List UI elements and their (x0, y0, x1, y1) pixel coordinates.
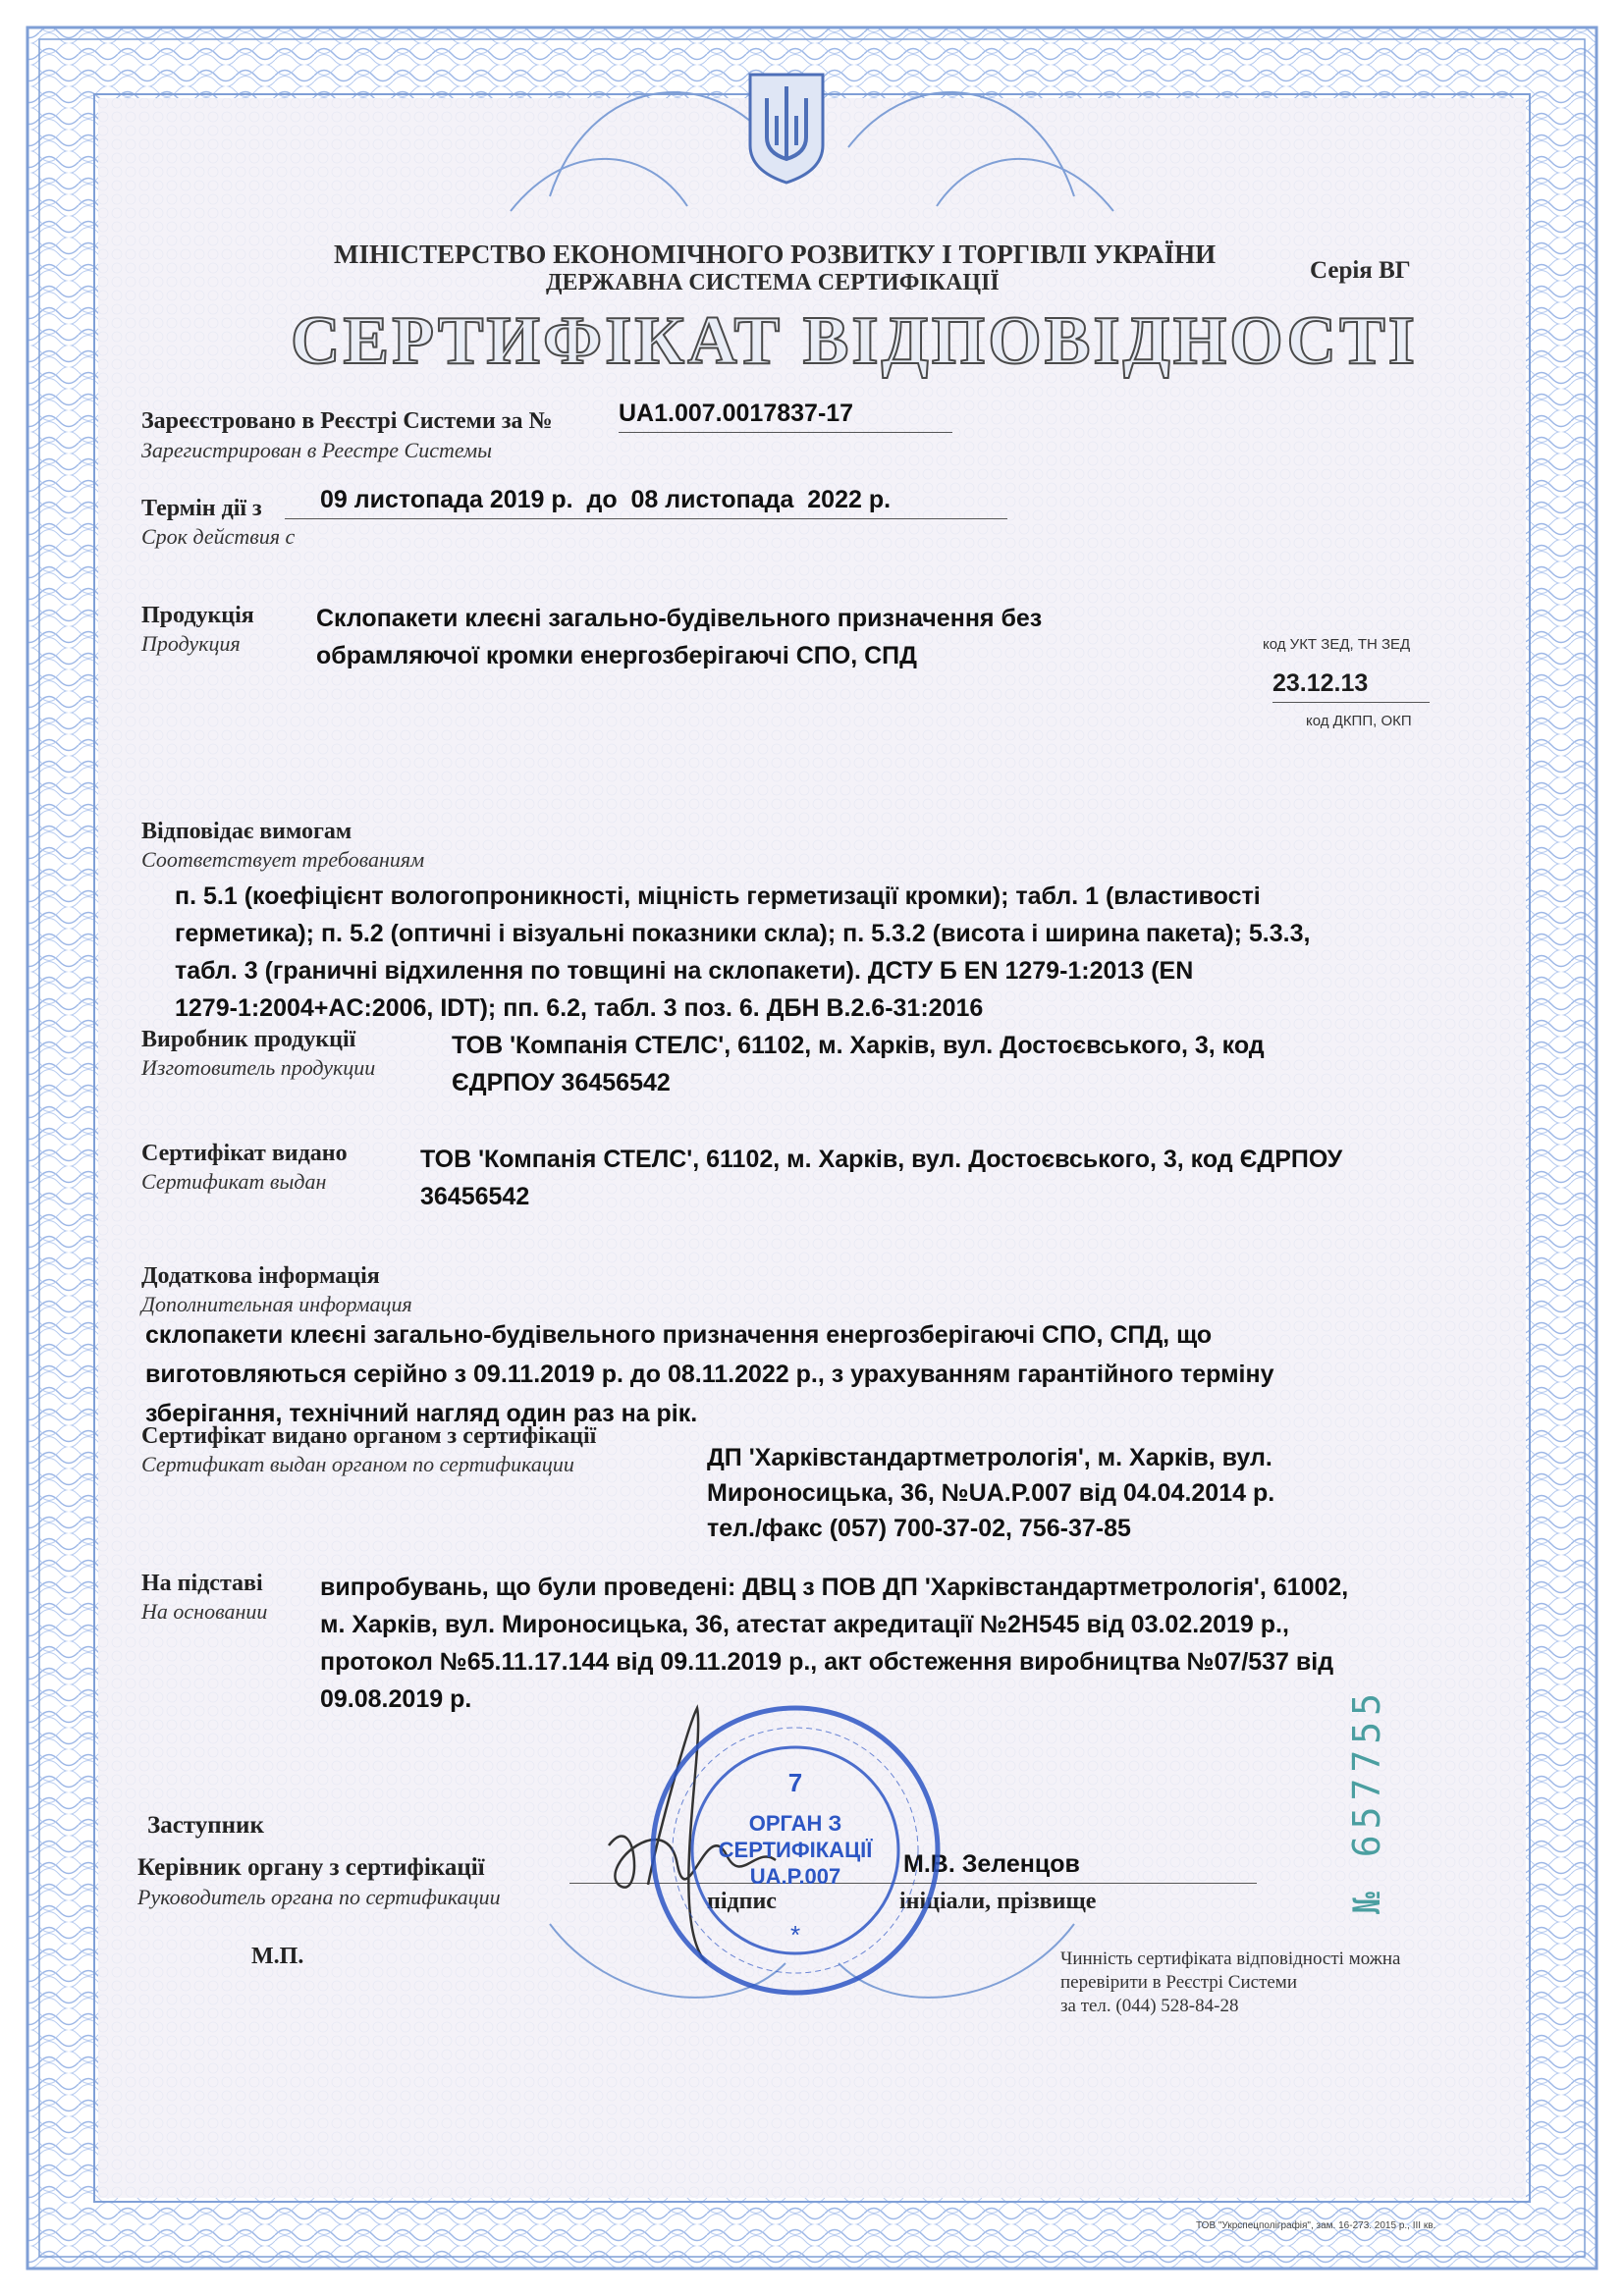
issued-to-line: 36456542 (420, 1183, 530, 1210)
manufacturer-line: ТОВ 'Компанія СТЕЛС', 61102, м. Харків, вул. Достоєвського, 3, код (452, 1032, 1265, 1059)
stamp-line: СЕРТИФІКАЦІЇ (718, 1838, 873, 1862)
registry-label: Зареєстровано в Реєстрі Системи за № (141, 408, 553, 434)
code-label-top: код УКТ ЗЕД, ТН ЗЕД (1263, 636, 1411, 653)
registry-number: UA1.007.0017837-17 (619, 395, 952, 433)
system-title: ДЕРЖАВНА СИСТЕМА СЕРТИФІКАЦІЇ (546, 270, 1000, 295)
registry-label-ru: Зарегистрирован в Реестре Системы (141, 438, 493, 462)
coat-of-arms-icon (742, 69, 831, 187)
requirements-text (175, 878, 1310, 1027)
issuing-body-label: Сертифікат видано органом з сертифікації (141, 1423, 597, 1449)
verify-note-line: Чинність сертифіката відповідності можна (1060, 1949, 1401, 1969)
verify-note-line: перевірити в Реєстрі Системи (1060, 1972, 1297, 1993)
svg-text:*: * (789, 1920, 801, 1949)
term-label: Термін дії з (141, 496, 262, 521)
basis-label-ru: На основании (141, 1599, 268, 1624)
verify-note-line: за тел. (044) 528-84-28 (1060, 1996, 1239, 2016)
name-caption: ініціали, прізвище (899, 1889, 1097, 1914)
product-label: Продукція (141, 603, 254, 628)
basis-label: На підставі (141, 1571, 263, 1596)
code-label-bottom: код ДКПП, ОКП (1306, 713, 1412, 729)
requirements-line: герметика); п. 5.2 (оптичні і візуальні показники скла); п. 5.3.2 (висота і ширина пакета); 5.3.3, (175, 920, 1311, 947)
serial-number: № 657755 (1345, 1686, 1388, 1914)
requirements-line: табл. 3 (граничні відхилення по товщині на склопакети). ДСТУ Б EN 1279-1:2013 (EN (175, 957, 1194, 985)
signatory-name: М.В. Зеленцов (903, 1850, 1080, 1878)
official-stamp (643, 1698, 947, 2002)
signature-caption: підпис (707, 1889, 777, 1914)
mp-label: М.П. (251, 1944, 304, 1969)
issuing-body-line: Мироносицька, 36, №UA.P.007 від 04.04.2014 р. (707, 1479, 1275, 1507)
basis-line: 09.08.2019 р. (320, 1685, 472, 1713)
additional-label-ru: Дополнительная информация (141, 1292, 412, 1316)
verify-note (1060, 1948, 1400, 2018)
additional-line: виготовляються серійно з 09.11.2019 р. до 08.11.2022 р., з урахуванням гарантійного терміну (145, 1361, 1274, 1388)
ministry-title: МІНІСТЕРСТВО ЕКОНОМІЧНОГО РОЗВИТКУ І ТОРГІВЛІ УКРАЇНИ (334, 240, 1217, 269)
product-label-ru: Продукция (141, 631, 241, 656)
manufacturer-line: ЄДРПОУ 36456542 (452, 1069, 671, 1096)
issued-to-label-ru: Сертификат выдан (141, 1169, 327, 1194)
requirements-label-ru: Соответствует требованиям (141, 847, 425, 872)
requirements-line: 1279-1:2004+AC:2006, IDT); пп. 6.2, табл. 3 поз. 6. ДБН В.2.6-31:2016 (175, 994, 984, 1022)
basis-line: випробувань, що були проведені: ДВЦ з ПОВ ДП 'Харківстандартметрологія', 61002, (320, 1574, 1349, 1601)
code-value: 23.12.13 (1272, 669, 1430, 703)
issued-to-label: Сертифікат видано (141, 1141, 348, 1166)
additional-text (145, 1315, 1274, 1433)
term-value: 09 листопада 2019 р. до 08 листопада 2022 р. (285, 481, 1007, 519)
issuing-body-text (707, 1440, 1274, 1546)
deputy-label: Заступник (147, 1812, 264, 1839)
basis-line: протокол №65.11.17.144 від 09.11.2019 р., акт обстеження виробництва №07/537 від (320, 1648, 1334, 1676)
issuing-body-label-ru: Сертификат выдан органом по сертификации (141, 1452, 574, 1476)
stamp-number: 7 (787, 1768, 803, 1797)
certificate-title: СЕРТИФІКАТ ВІДПОВІДНОСТІ (291, 303, 1419, 379)
printer-note: ТОВ "Укрспецполіграфія", зам. 16-273. 2015 р., ІІІ кв. (1196, 2220, 1436, 2231)
head-label: Керівник органу з сертифікації (137, 1854, 485, 1881)
additional-label: Додаткова інформація (141, 1263, 380, 1289)
additional-line: склопакети клеєні загально-будівельного призначення енергозберігаючі СПО, СПД, що (145, 1321, 1213, 1349)
basis-line: м. Харків, вул. Мироносицька, 36, атестат акредитації №2Н545 від 03.02.2019 р., (320, 1611, 1289, 1638)
product-line: Склопакети клеєні загально-будівельного призначення без (316, 605, 1043, 632)
issuing-body-line: тел./факс (057) 700-37-02, 756-37-85 (707, 1515, 1131, 1542)
additional-line: зберігання, технічний нагляд один раз на рік. (145, 1400, 698, 1427)
series-label: Серія ВГ (1310, 257, 1411, 284)
term-label-ru: Срок действия с (141, 524, 296, 549)
head-label-ru: Руководитель органа по сертификации (137, 1885, 501, 1909)
issued-to-text (420, 1141, 1342, 1215)
requirements-line: п. 5.1 (коефіцієнт вологопроникності, міцність герметизації кромки); табл. 1 (властивості (175, 882, 1261, 910)
manufacturer-label-ru: Изготовитель продукции (141, 1055, 376, 1080)
stamp-line: UA.P.007 (749, 1864, 841, 1889)
issuing-body-line: ДП 'Харківстандартметрологія', м. Харків, вул. (707, 1444, 1272, 1471)
product-text (316, 600, 1042, 674)
issued-to-line: ТОВ 'Компанія СТЕЛС', 61102, м. Харків, вул. Достоєвського, 3, код ЄДРПОУ (420, 1146, 1343, 1173)
manufacturer-text (452, 1027, 1265, 1101)
stamp-line: ОРГАН З (748, 1811, 842, 1836)
manufacturer-label: Виробник продукції (141, 1027, 356, 1052)
requirements-label: Відповідає вимогам (141, 819, 352, 844)
product-line: обрамляючої кромки енергозберігаючі СПО, СПД (316, 642, 917, 669)
